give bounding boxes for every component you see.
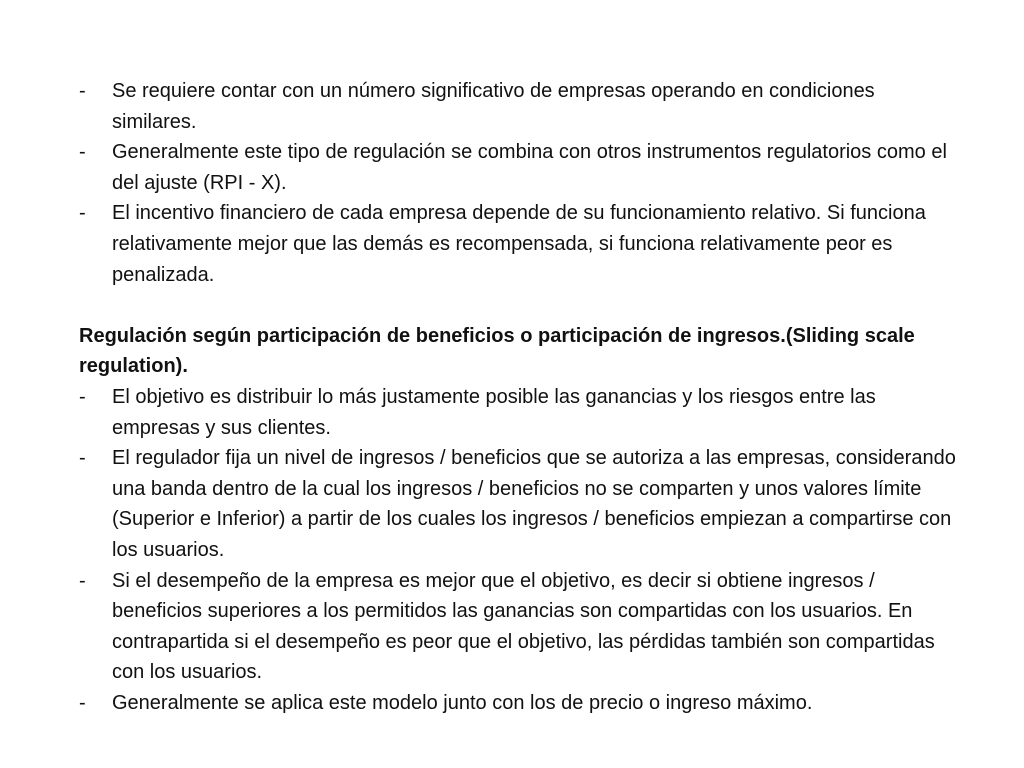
- list-item: [79, 688, 959, 719]
- bullet-text: El regulador fija un nivel de ingresos / beneficios que se autoriza a las empresas, considerando una banda dentro de la cual los ingresos / beneficios no se comparten y unos valores límite (Superior e Inferior) a partir de los cuales los ingresos / beneficios empiezan a compartirse con los usuarios.: [112, 447, 956, 561]
- list-item: [79, 76, 959, 137]
- list-item: [79, 137, 959, 198]
- bullet-text: Si el desempeño de la empresa es mejor que el objetivo, es decir si obtiene ingresos / beneficios superiores a los permitidos las ganancias son compartidas con los usuarios. En contrapartida si el desempeño es peor que el objetivo, las pérdidas también son compartidas con los usuarios.: [112, 569, 935, 684]
- bullet-text: Generalmente se aplica este modelo junto con los de precio o ingreso máximo.: [112, 691, 813, 714]
- bullet-text: El incentivo financiero de cada empresa depende de su funcionamiento relativo. Si funciona relativamente mejor que las demás es recompensada, si funciona relativamente peor es penalizada.: [112, 202, 926, 286]
- bullet-dash: -: [79, 447, 86, 470]
- paragraph-spacer: [79, 290, 959, 321]
- list-item: [79, 382, 959, 443]
- bullet-dash: -: [79, 691, 86, 714]
- bullet-dash: -: [79, 569, 86, 592]
- list-item: [79, 443, 959, 565]
- bullet-dash: -: [79, 141, 86, 164]
- list-item: [79, 566, 959, 688]
- bullet-dash: -: [79, 385, 86, 408]
- intro-bullet-list: [79, 76, 959, 290]
- list-item: [79, 198, 959, 290]
- slide-body: [79, 76, 959, 718]
- section-bullet-list: [79, 382, 959, 719]
- bullet-dash: -: [79, 80, 86, 102]
- bullet-text: Generalmente este tipo de regulación se combina con otros instrumentos regulatorios como el del ajuste (RPI - X).: [112, 141, 947, 194]
- section-heading: Regulación según participación de beneficios o participación de ingresos.(Sliding scale regulation).: [79, 324, 915, 378]
- bullet-text: Se requiere contar con un número significativo de empresas operando en condiciones similares.: [112, 80, 875, 133]
- bullet-dash: -: [79, 202, 86, 225]
- bullet-text: El objetivo es distribuir lo más justamente posible las ganancias y los riesgos entre las empresas y sus clientes.: [112, 385, 876, 439]
